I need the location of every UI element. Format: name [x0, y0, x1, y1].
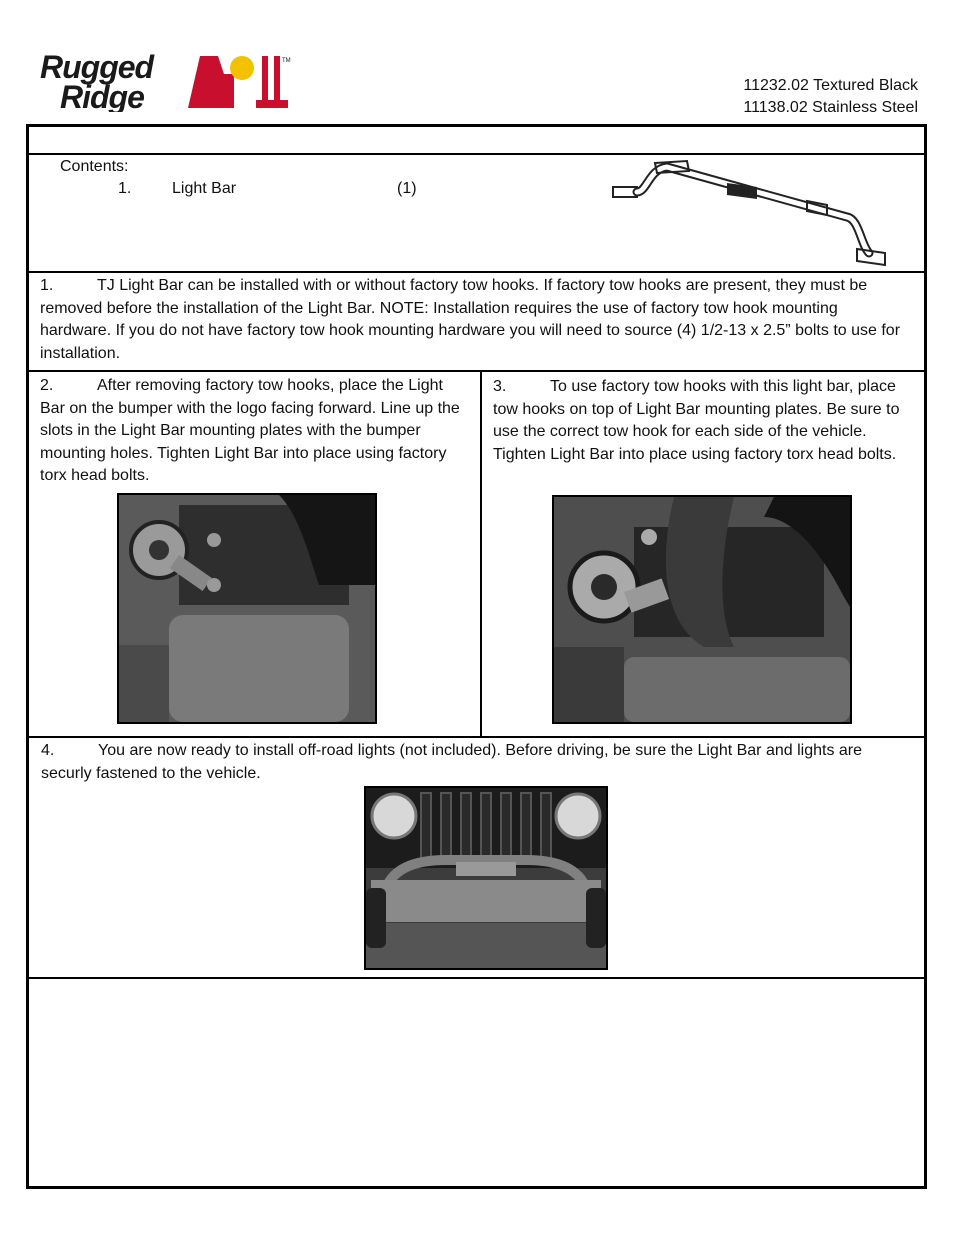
- svg-text:Ridge: Ridge: [60, 79, 144, 112]
- step-2-number: 2.: [40, 377, 54, 394]
- step-1: [40, 275, 912, 365]
- step-4-photo: [364, 786, 608, 970]
- step-4-text: You are now ready to install off-road lights (not included). Before driving, be sure the Light Bar and lights are securly fastened to the vehicle.: [41, 742, 863, 782]
- step-2: [40, 375, 470, 488]
- svg-text:Rugged: Rugged: [40, 50, 154, 85]
- divider: [29, 977, 924, 979]
- column-divider: [480, 370, 482, 737]
- step-2-text: After removing factory tow hooks, place the Light Bar on the bumper with the logo facing forward. Line up the slots in the Light Bar mounting plates with the bumper mounting holes. Tighten Light Bar into place using factory torx head bolts.: [40, 377, 460, 484]
- step-2-photo: [117, 493, 377, 724]
- light-bar-illustration: [607, 157, 889, 269]
- contents-item-name: Light Bar: [172, 180, 237, 197]
- step-1-number: 1.: [40, 277, 54, 294]
- instruction-frame: [26, 124, 927, 1189]
- divider: [29, 370, 924, 372]
- divider: [29, 271, 924, 273]
- contents-item-number: 1.: [118, 180, 132, 197]
- divider: [29, 736, 924, 738]
- contents-label: Contents:: [60, 158, 129, 175]
- part-number-stainless-steel: 11138.02 Stainless Steel: [743, 99, 918, 116]
- step-3: [493, 376, 917, 466]
- step-3-photo: [552, 495, 852, 724]
- svg-text:TM: TM: [282, 58, 291, 64]
- divider: [29, 153, 924, 155]
- step-3-text: To use factory tow hooks with this light bar, place tow hooks on top of Light Bar mounting plates. Be sure to use the correct tow hook for each side of the vehicle. Tighten Light Bar into place using factory torx head bolts.: [493, 378, 900, 463]
- step-1-text: TJ Light Bar can be installed with or without factory tow hooks. If factory tow hooks are present, they must be removed before the installation of the Light Bar. NOTE: Installation requires the use of factory tow hook mounting hardware. If you do not have factory tow hook mounting hardware you will need to source (4) 1/2-13 x 2.5” bolts to use for installation.: [40, 277, 901, 362]
- step-4: [41, 740, 911, 785]
- step-3-number: 3.: [493, 378, 507, 395]
- part-numbers: [743, 75, 918, 119]
- step-4-number: 4.: [41, 742, 55, 759]
- contents-item-qty: (1): [397, 180, 417, 197]
- part-number-textured-black: 11232.02 Textured Black: [743, 77, 918, 94]
- rugged-ridge-logo: [38, 50, 298, 112]
